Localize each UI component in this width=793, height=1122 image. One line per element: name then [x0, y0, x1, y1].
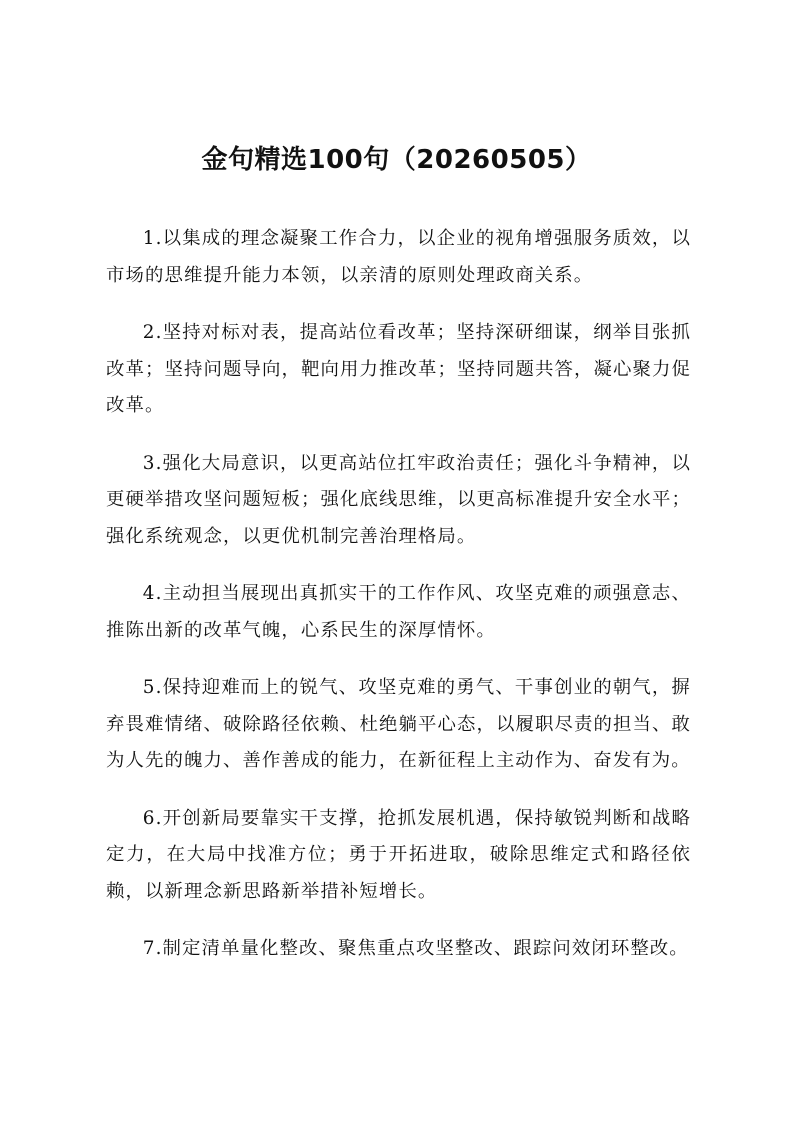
paragraph-3: 3.强化大局意识，以更高站位扛牢政治责任；强化斗争精神，以更硬举措攻坚问题短板；强化底线思维，以更高标准提升安全水平；强化系统观念，以更优机制完善治理格局。: [106, 452, 691, 547]
document-body: [106, 221, 691, 989]
paragraph-2: 2.坚持对标对表，提高站位看改革；坚持深研细谋，纲举目张抓改革；坚持问题导向，靶向用力推改革；坚持同题共答，凝心聚力促改革。: [106, 322, 691, 416]
paragraph-5: 5.保持迎难而上的锐气、攻坚克难的勇气、干事创业的朝气，摒弃畏难情绪、破除路径依赖、杜绝躺平心态，以履职尽责的担当、敢为人先的魄力、善作善成的能力，在新征程上主动作为、奋发有为。: [106, 677, 691, 771]
paragraph-6: 6.开创新局要靠实干支撑，抢抓发展机遇，保持敏锐判断和战略定力，在大局中找准方位；勇于开拓进取，破除思维定式和路径依赖，以新理念新思路新举措补短增长。: [106, 807, 691, 902]
paragraph-7: 7.制定清单量化整改、聚焦重点攻坚整改、跟踪问效闭环整改。: [142, 938, 689, 959]
paragraph-1: 1.以集成的理念凝聚工作合力，以企业的视角增强服务质效，以市场的思维提升能力本领，以亲清的原则处理政商关系。: [106, 228, 691, 286]
paragraph-4: 4.主动担当展现出真抓实干的工作作风、攻坚克难的顽强意志、推陈出新的改革气魄，心系民生的深厚情怀。: [106, 583, 691, 641]
document-title: 金句精选100句（20260505）: [201, 145, 592, 175]
